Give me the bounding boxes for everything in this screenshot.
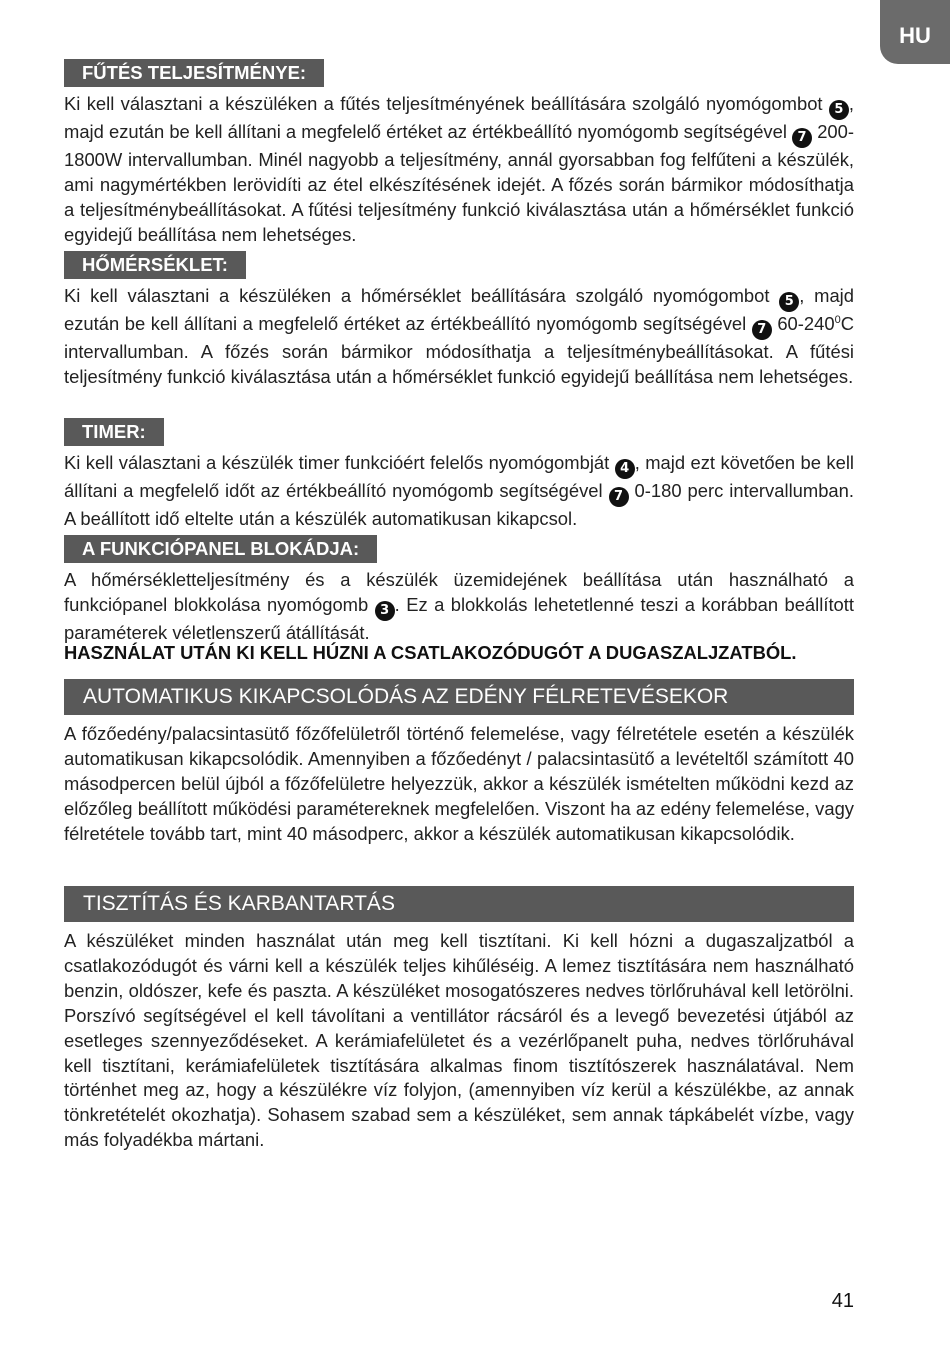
button-number-badge: 7	[752, 320, 772, 340]
button-number-badge: 4	[615, 459, 635, 479]
text: 60-240	[771, 313, 835, 334]
text: A hőmérsékletteljesítmény és a készülék üzemidejének beállítása után használható a funkciópanel blokkolása nyomógomb	[64, 569, 854, 615]
unplug-warning: HASZNÁLAT UTÁN KI KELL HÚZNI A CSATLAKOZÓDUGÓT A DUGASZALJZATBÓL.	[64, 642, 797, 663]
paragraph-panel-lock	[64, 568, 854, 646]
text: Ki kell választani a készülék timer funkcióért felelős nyomógombját	[64, 452, 615, 473]
text: . Ez a blokkolás lehetetlenné teszi a korábban beállított paraméterek véletlenszerű átállítását.	[64, 593, 855, 643]
button-number-badge: 5	[829, 100, 849, 120]
superscript: 0	[834, 314, 841, 326]
text: , majd ezt követően be kell állítani a megfelelő időt az értékbeállító nyomógomb segítségével	[64, 452, 854, 501]
paragraph-temperature	[64, 284, 854, 390]
language-tab: HU	[880, 0, 950, 64]
section-header-cleaning: TISZTÍTÁS ÉS KARBANTARTÁS	[64, 886, 854, 922]
button-number-badge: 7	[609, 487, 629, 507]
button-number-badge: 3	[375, 601, 395, 621]
paragraph-cleaning: A készüléket minden használat után meg kell tisztítani. Ki kell hózni a dugaszaljzatból a csatlakozódugót és várni kell a készülék teljes kihűléséig. A lemez tisztítására nem használható benzin, oldószer, kefe és paszta. A készüléket mosogatószeres nedves törlőruhával kell letörölni. Porszívó segítségével el kell távolítani a ventillátor rácsáról és a levegő bevezetési útjából az esetleges szennyeződéseket. A kerámiafelületet és a vezérlőpanelt puha, nedves törlőruhával kell tisztítani, kerámiafelületek tisztítására alkalmas finom tisztítószerek használatával. Nem történhet meg az, hogy a készülékre víz folyjon, (amennyiben víz kerül a készülékbe, az annak tönkretételét okozhatja). Sohasem szabad sem a készüléket, sem annak tápkábelét vízbe, vagy más folyadékba mártani.	[64, 930, 854, 1151]
section-header-heating-power: FŰTÉS TELJESÍTMÉNYE:	[64, 59, 324, 87]
text: C intervallumban. A főzés során bármikor módosíthatja a teljesítménybeállításokat. A fűtési teljesítmény funkció kiválasztása után a hőmérséklet funkció egyidejű beállítása nem lehetséges.	[64, 313, 855, 387]
text: Ki kell választani a készüléken a hőmérséklet beállítására szolgáló nyomógombot	[64, 285, 780, 306]
text: , majd ezután be kell állítani a megfelelő értéket az értékbeállító nyomógomb segítségével	[64, 285, 854, 334]
section-header-auto-off: AUTOMATIKUS KIKAPCSOLÓDÁS AZ EDÉNY FÉLRETEVÉSEKOR	[64, 679, 854, 715]
button-number-badge: 5	[779, 292, 799, 312]
section-header-timer: TIMER:	[64, 418, 164, 446]
text: Ki kell választani a készüléken a fűtés teljesítményének beállítására szolgáló nyomógombot	[64, 93, 829, 114]
text: 0-180 perc intervallumban. A beállított idő eltelte után a készülék automatikusan kikapcsol.	[64, 480, 854, 529]
page-number: 41	[831, 1290, 854, 1312]
section-header-panel-lock: A FUNKCIÓPANEL BLOKÁDJA:	[64, 535, 377, 563]
text: , majd ezután be kell állítani a megfelelő értéket az értékbeállító nyomógomb segítségével	[64, 93, 854, 142]
section-header-temperature: HŐMÉRSÉKLET:	[64, 251, 246, 279]
paragraph-timer	[64, 451, 854, 532]
button-number-badge: 7	[792, 128, 812, 148]
paragraph-auto-off: A főzőedény/palacsintasütő főzőfelületről történő felemelése, vagy félretétele esetén a készülék automatikusan kikapcsolódik. Amennyiben a főzőedényt / palacsintasütő a levételtől számított 40 másodpercen belül újból a főzőfelületre helyezzük, akkor a készülék ismételten működni kezd az előzőleg beállított működési paramétereknek megfelelően. Viszont ha az edény felemelése, vagy félretétele tovább tart, mint 40 másodperc, akkor a készülék automatikusan kikapcsolódik.	[64, 723, 854, 844]
text: 200-1800W intervallumban. Minél nagyobb a teljesítmény, annál gyorsabban fog felfűteni a készülék, ami nagymértékben lerövidíti az étel elkészítésének idejét. A főzés során bármikor módosíthatja a teljesítménybeállításokat. A fűtési teljesítmény funkció kiválasztása után a hőmérséklet funkció egyidejű beállítása nem lehetséges.	[64, 121, 854, 245]
paragraph-heating-power	[64, 92, 854, 248]
